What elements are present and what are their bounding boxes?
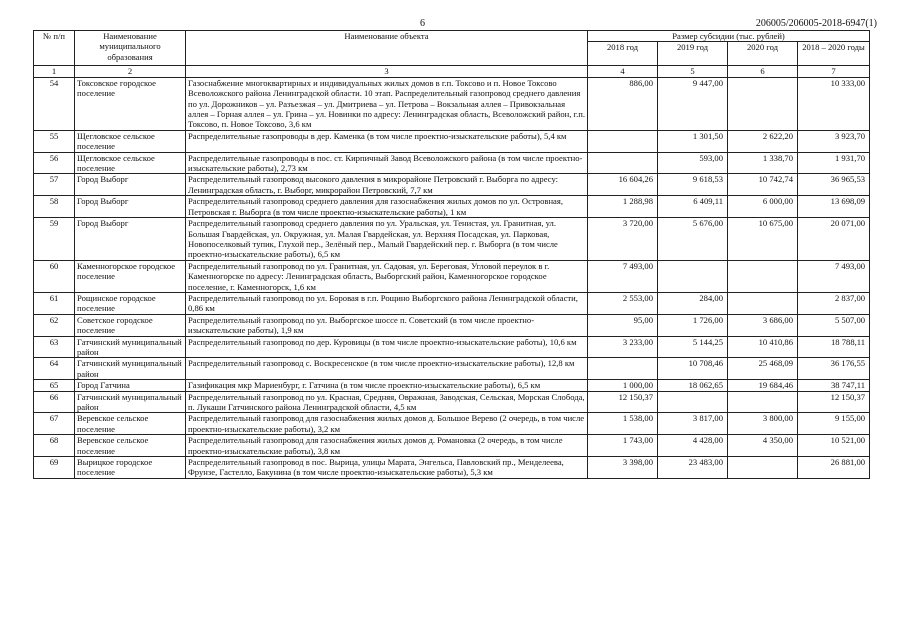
- table-row: [34, 196, 870, 218]
- subsidy-table: [33, 30, 870, 479]
- municipality-cell: Гатчинский муниципальный район: [75, 336, 186, 358]
- column-number: 7: [798, 66, 870, 77]
- header-2019: 2019 год: [658, 42, 728, 66]
- row-number: 57: [34, 174, 75, 196]
- object-cell: Распределительный газопровод по ул. Красная, Средняя, Овражная, Заводская, Сельская, Морская Слобода, п. Лукаши Гатчинского района Ленинградской области, 4,5 км: [186, 391, 588, 413]
- subsidy-2018-cell: 3 233,00: [588, 336, 658, 358]
- subsidy-total-cell: 20 071,00: [798, 218, 870, 261]
- subsidy-2019-cell: 1 301,50: [658, 130, 728, 152]
- table-row: [34, 260, 870, 292]
- object-cell: Газификация мкр Мариенбург, г. Гатчина (в том числе проектно-изыскательские работы), 6,5 км: [186, 380, 588, 391]
- subsidy-2019-cell: 5 676,00: [658, 218, 728, 261]
- column-number: 2: [75, 66, 186, 77]
- subsidy-2020-cell: 25 468,09: [728, 358, 798, 380]
- subsidy-2019-cell: [658, 260, 728, 292]
- header-2020: 2020 год: [728, 42, 798, 66]
- municipality-cell: Щегловское сельское поселение: [75, 152, 186, 174]
- object-cell: Распределительный газопровод высокого давления в микрорайоне Петровский г. Выборга по адресу: Ленинградская область, г. Выборг, микрорайон Петровский, 7,7 км: [186, 174, 588, 196]
- table-row: [34, 413, 870, 435]
- subsidy-2019-cell: 6 409,11: [658, 196, 728, 218]
- table-row: [34, 292, 870, 314]
- subsidy-2020-cell: [728, 292, 798, 314]
- column-numbers-row: [34, 66, 870, 77]
- table-row: [34, 435, 870, 457]
- object-cell: Распределительный газопровод среднего давления для газоснабжения жилых домов по ул. Островная, Петровская г. Выборга (в том числе проектно-изыскательские работы), 1 км: [186, 196, 588, 218]
- object-cell: Распределительный газопровод по ул. Боровая в г.п. Рощино Выборгского района Ленинградской области, 0,86 км: [186, 292, 588, 314]
- subsidy-2018-cell: [588, 152, 658, 174]
- column-number: 6: [728, 66, 798, 77]
- row-number: 59: [34, 218, 75, 261]
- subsidy-2020-cell: 1 338,70: [728, 152, 798, 174]
- subsidy-total-cell: 10 521,00: [798, 435, 870, 457]
- header-object: Наименование объекта: [186, 31, 588, 66]
- document-id: 206005/206005-2018-6947(1): [755, 18, 877, 29]
- subsidy-2019-cell: [658, 391, 728, 413]
- municipality-cell: Город Выборг: [75, 196, 186, 218]
- subsidy-2020-cell: 4 350,00: [728, 435, 798, 457]
- subsidy-2019-cell: 18 062,65: [658, 380, 728, 391]
- table-row: [34, 77, 870, 130]
- subsidy-2018-cell: 95,00: [588, 314, 658, 336]
- row-number: 64: [34, 358, 75, 380]
- table-row: [34, 218, 870, 261]
- row-number: 65: [34, 380, 75, 391]
- municipality-cell: Рощинское городское поселение: [75, 292, 186, 314]
- subsidy-2019-cell: 3 817,00: [658, 413, 728, 435]
- page-number: 6: [420, 18, 425, 29]
- table-row: [34, 457, 870, 479]
- object-cell: Распределительный газопровод с. Воскресенское (в том числе проектно-изыскательские работы), 12,8 км: [186, 358, 588, 380]
- object-cell: Газоснабжение многоквартирных и индивидуальных жилых домов в г.п. Токсово и п. Новое Токсово Всеволожского района Ленинградской области. 10 этап. Распределительный газопровод среднего давления по ул. Дорожников – ул. Разъезжая – ул. Дмитриева – ул. Петрова – Вокзальная аллея – Привокзальная аллея – Горная аллея – ул. Грина – ул. Новинки по адресу: Ленинградская область, Всеволожский район, г.п. Токсово, п. Новое Токсово, 3,6 км: [186, 77, 588, 130]
- object-cell: Распределительный газопровод для газоснабжения жилых домов д. Большое Верево (2 очередь, в том числе проектно-изыскательские работы), 3,2 км: [186, 413, 588, 435]
- table-row: [34, 380, 870, 391]
- subsidy-total-cell: 18 788,11: [798, 336, 870, 358]
- object-cell: Распределительный газопровод по ул. Гранитная, ул. Садовая, ул. Береговая, Угловой переулок в г. Каменногорске по адресу: Ленинградская область, Выборгский район, Каменногорское городское поселение, г. Каменногорск, 1,6 км: [186, 260, 588, 292]
- municipality-cell: Город Выборг: [75, 218, 186, 261]
- subsidy-2018-cell: 2 553,00: [588, 292, 658, 314]
- table-row: [34, 336, 870, 358]
- row-number: 55: [34, 130, 75, 152]
- subsidy-2018-cell: 1 743,00: [588, 435, 658, 457]
- subsidy-2020-cell: 19 684,46: [728, 380, 798, 391]
- row-number: 68: [34, 435, 75, 457]
- municipality-cell: Веревское сельское поселение: [75, 413, 186, 435]
- subsidy-total-cell: 12 150,37: [798, 391, 870, 413]
- subsidy-2018-cell: 7 493,00: [588, 260, 658, 292]
- table-row: [34, 314, 870, 336]
- subsidy-2019-cell: 593,00: [658, 152, 728, 174]
- row-number: 56: [34, 152, 75, 174]
- municipality-cell: Вырицкое городское поселение: [75, 457, 186, 479]
- subsidy-2020-cell: 6 000,00: [728, 196, 798, 218]
- municipality-cell: Гатчинский муниципальный район: [75, 391, 186, 413]
- subsidy-2020-cell: [728, 457, 798, 479]
- subsidy-total-cell: 13 698,09: [798, 196, 870, 218]
- subsidy-2020-cell: 2 622,20: [728, 130, 798, 152]
- header-municipality: Наименование муниципального образования: [75, 31, 186, 66]
- header-2018: 2018 год: [588, 42, 658, 66]
- subsidy-total-cell: 10 333,00: [798, 77, 870, 130]
- row-number: 69: [34, 457, 75, 479]
- subsidy-2020-cell: [728, 260, 798, 292]
- row-number: 63: [34, 336, 75, 358]
- subsidy-total-cell: 2 837,00: [798, 292, 870, 314]
- table-row: [34, 391, 870, 413]
- subsidy-total-cell: 38 747,11: [798, 380, 870, 391]
- header-total: 2018 – 2020 годы: [798, 42, 870, 66]
- subsidy-2020-cell: [728, 77, 798, 130]
- subsidy-2019-cell: 23 483,00: [658, 457, 728, 479]
- table-row: [34, 152, 870, 174]
- column-number: 1: [34, 66, 75, 77]
- header-subsidy: Размер субсидии (тыс. рублей): [588, 31, 870, 42]
- subsidy-total-cell: 3 923,70: [798, 130, 870, 152]
- subsidy-2018-cell: 3 720,00: [588, 218, 658, 261]
- row-number: 66: [34, 391, 75, 413]
- object-cell: Распределительные газопроводы в дер. Каменка (в том числе проектно-изыскательские работы), 5,4 км: [186, 130, 588, 152]
- subsidy-2018-cell: 16 604,26: [588, 174, 658, 196]
- subsidy-2020-cell: 3 686,00: [728, 314, 798, 336]
- column-number: 3: [186, 66, 588, 77]
- subsidy-2018-cell: 3 398,00: [588, 457, 658, 479]
- object-cell: Распределительный газопровод по ул. Выборгское шоссе п. Советский (в том числе проектно-изыскательские работы), 1,9 км: [186, 314, 588, 336]
- subsidy-total-cell: 36 965,53: [798, 174, 870, 196]
- row-number: 62: [34, 314, 75, 336]
- row-number: 67: [34, 413, 75, 435]
- subsidy-2020-cell: [728, 391, 798, 413]
- subsidy-2018-cell: 1 000,00: [588, 380, 658, 391]
- municipality-cell: Каменногорское городское поселение: [75, 260, 186, 292]
- subsidy-2019-cell: 10 708,46: [658, 358, 728, 380]
- table-row: [34, 358, 870, 380]
- subsidy-2018-cell: 12 150,37: [588, 391, 658, 413]
- column-number: 4: [588, 66, 658, 77]
- row-number: 60: [34, 260, 75, 292]
- subsidy-2019-cell: 4 428,00: [658, 435, 728, 457]
- subsidy-2020-cell: 10 410,86: [728, 336, 798, 358]
- table-row: [34, 174, 870, 196]
- subsidy-2018-cell: [588, 130, 658, 152]
- municipality-cell: Город Выборг: [75, 174, 186, 196]
- object-cell: Распределительный газопровод для газоснабжения жилых домов д. Романовка (2 очередь, в том числе проектно-изыскательские работы), 3,8 км: [186, 435, 588, 457]
- subsidy-total-cell: 5 507,00: [798, 314, 870, 336]
- row-number: 58: [34, 196, 75, 218]
- subsidy-2020-cell: 10 675,00: [728, 218, 798, 261]
- subsidy-2019-cell: 1 726,00: [658, 314, 728, 336]
- municipality-cell: Город Гатчина: [75, 380, 186, 391]
- municipality-cell: Веревское сельское поселение: [75, 435, 186, 457]
- header-no: № п/п: [34, 31, 75, 66]
- subsidy-2020-cell: 3 800,00: [728, 413, 798, 435]
- object-cell: Распределительный газопровод среднего давления по ул. Уральская, ул. Тенистая, ул. Гранитная, ул. Большая Гвардейская, ул. Окружная, ул. Малая Гвардейская, ул. Верхняя Посадская, ул. Парковая, Новопоселковый тупик, Глухой пер., Зелёный пер., Малый Гвардейский пер. г. Выборга (в том числе проектно-изыскательские работы), 6,5 км: [186, 218, 588, 261]
- object-cell: Распределительные газопроводы в пос. ст. Кирпичный Завод Всеволожского района (в том числе проектно-изыскательские работы), 2,73 км: [186, 152, 588, 174]
- subsidy-2018-cell: [588, 358, 658, 380]
- municipality-cell: Щегловское сельское поселение: [75, 130, 186, 152]
- subsidy-2018-cell: 886,00: [588, 77, 658, 130]
- column-number: 5: [658, 66, 728, 77]
- municipality-cell: Токсовское городское поселение: [75, 77, 186, 130]
- table-row: [34, 130, 870, 152]
- object-cell: Распределительный газопровод по дер. Куровицы (в том числе проектно-изыскательские работы), 10,6 км: [186, 336, 588, 358]
- subsidy-2018-cell: 1 538,00: [588, 413, 658, 435]
- subsidy-total-cell: 9 155,00: [798, 413, 870, 435]
- subsidy-2020-cell: 10 742,74: [728, 174, 798, 196]
- row-number: 61: [34, 292, 75, 314]
- subsidy-total-cell: 36 176,55: [798, 358, 870, 380]
- subsidy-total-cell: 1 931,70: [798, 152, 870, 174]
- table-body: [34, 77, 870, 478]
- subsidy-2019-cell: 9 618,53: [658, 174, 728, 196]
- row-number: 54: [34, 77, 75, 130]
- municipality-cell: Гатчинский муниципальный район: [75, 358, 186, 380]
- subsidy-2019-cell: 9 447,00: [658, 77, 728, 130]
- object-cell: Распределительный газопровод в пос. Вырица, улицы Марата, Энгельса, Павловский пр., Менделеева, Фрунзе, Гастелло, Бакунина (в том числе проектно-изыскательские работы), 5,3 км: [186, 457, 588, 479]
- municipality-cell: Советское городское поселение: [75, 314, 186, 336]
- subsidy-total-cell: 26 881,00: [798, 457, 870, 479]
- subsidy-2018-cell: 1 288,98: [588, 196, 658, 218]
- subsidy-2019-cell: 5 144,25: [658, 336, 728, 358]
- subsidy-total-cell: 7 493,00: [798, 260, 870, 292]
- subsidy-2019-cell: 284,00: [658, 292, 728, 314]
